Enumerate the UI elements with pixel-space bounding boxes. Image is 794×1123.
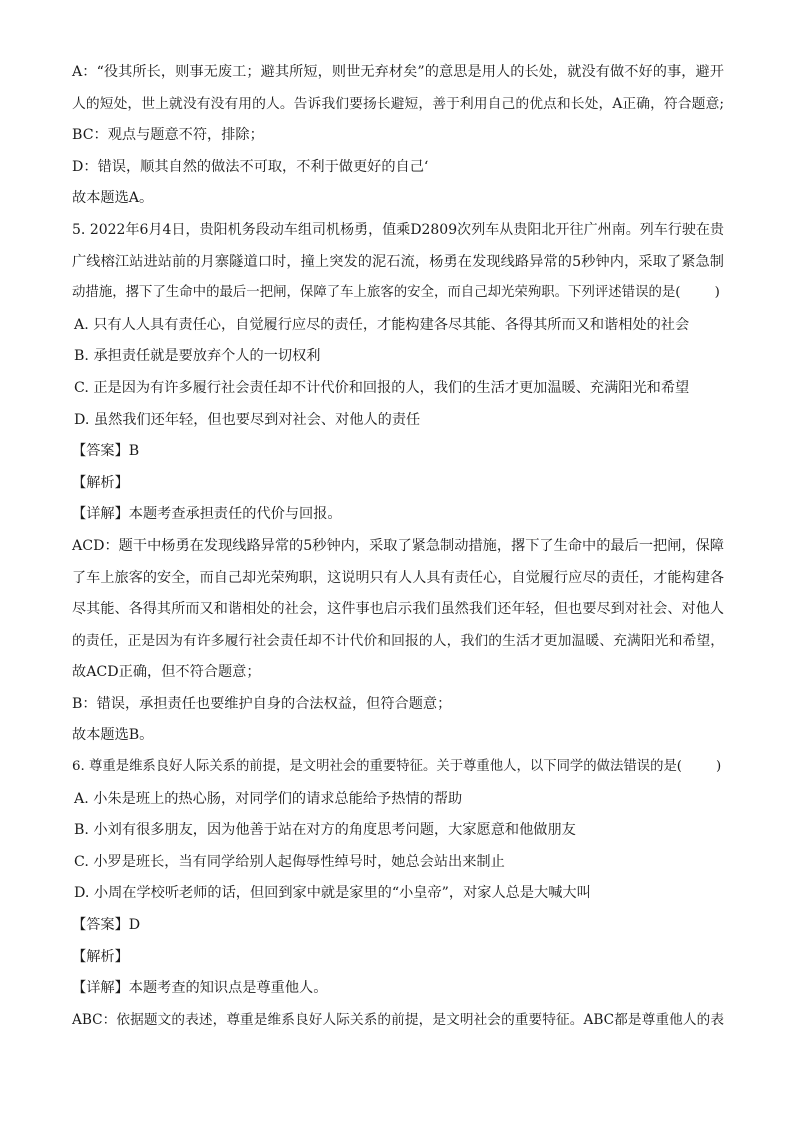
- q6-option-d: D. 小周在学校听老师的话，但回到家中就是家里的“小皇帝”，对家人总是大喊大叫: [74, 885, 591, 902]
- document-page: [72, 62, 724, 1041]
- q4-option-a-explanation-line-2: 人的短处，世上就没有没有用的人。告诉我们要扬长避短，善于利用自己的优点和长处，A正确，符合题意;: [72, 95, 724, 112]
- q5-option-b: B. 承担责任就是要放弃个人的一切权利: [74, 348, 321, 365]
- q5-acd-explanation-line-4: 的责任，正是因为有许多履行社会责任却不计代价和回报的人，我们的生活才更加温暖、充满阳光和希望，: [72, 632, 724, 649]
- q5-conclusion: 故本题选B。: [72, 727, 154, 744]
- q5-stem-line-3: 动措施，撂下了生命中的最后一把闸，保障了车上旅客的安全，而自己却光荣殉职。下列评述错误的是( ): [72, 285, 720, 301]
- q5-stem-line-1: 5. 2022年6月4日，贵阳机务段动车组司机杨勇，值乘D2809次列车从贵阳北开往广州南。列车行驶在贵: [72, 221, 724, 238]
- q5-stem-line-2: 广线榕江站进站前的月寨隧道口时，撞上突发的泥石流，杨勇在发现线路异常的5秒钟内，采取了紧急制: [72, 253, 724, 270]
- q4-conclusion: 故本题选A。: [72, 190, 154, 207]
- q4-option-bc-explanation: BC：观点与题意不符，排除；: [72, 127, 264, 144]
- q5-acd-explanation-line-3: 尽其能、各得其所而又和谐相处的社会，这件事也启示我们虽然我们还年轻，但也要尽到对社会、对他人: [72, 601, 724, 618]
- q5-answer: 【答案】B: [72, 443, 140, 460]
- q5-acd-explanation-line-5: 故ACD正确，但不符合题意；: [72, 664, 261, 681]
- q5-detail: 【详解】本题考查承担责任的代价与回报。: [72, 506, 342, 523]
- q6-abc-explanation-line-1: ABC：依据题文的表述，尊重是维系良好人际关系的前提，是文明社会的重要特征。ABC都是尊重他人的表: [72, 1011, 724, 1028]
- q5-acd-explanation-line-2: 了车上旅客的安全，而自己却光荣殉职，这说明只有人人具有责任心，自觉履行应尽的责任，才能构建各: [72, 569, 724, 586]
- q6-option-b: B. 小刘有很多朋友，因为他善于站在对方的角度思考问题，大家愿意和他做朋友: [74, 822, 576, 839]
- q4-option-d-explanation: D：错误，顺其自然的做法不可取，不利于做更好的自己‘: [72, 158, 429, 175]
- q6-detail: 【详解】本题考查的知识点是尊重他人。: [72, 980, 328, 997]
- q5-option-b-explanation: B：错误，承担责任也要维护自身的合法权益，但符合题意；: [72, 695, 452, 712]
- q6-stem: 6. 尊重是维系良好人际关系的前提，是文明社会的重要特征。关于尊重他人，以下同学的做法错误的是( ): [72, 759, 722, 775]
- q6-analysis-label: 【解析】: [72, 948, 129, 965]
- q6-option-c: C. 小罗是班长，当有同学给别人起侮辱性绰号时，她总会站出来制止: [74, 853, 505, 870]
- q5-acd-explanation-line-1: ACD：题干中杨勇在发现线路异常的5秒钟内，采取了紧急制动措施，撂下了生命中的最后一把闸，保障: [72, 537, 724, 554]
- q5-option-c: C. 正是因为有许多履行社会责任却不计代价和回报的人，我们的生活才更加温暖、充满阳光和希望: [74, 379, 690, 396]
- q5-analysis-label: 【解析】: [72, 474, 129, 491]
- q6-answer: 【答案】D: [72, 917, 141, 934]
- q5-option-d: D. 虽然我们还年轻，但也要尽到对社会、对他人的责任: [74, 411, 421, 428]
- q4-option-a-explanation-line-1: A：“役其所长，则事无废工；避其所短，则世无弃材矣”的意思是用人的长处，就没有做不好的事，避开: [72, 64, 724, 80]
- q5-option-a: A. 只有人人具有责任心，自觉履行应尽的责任，才能构建各尽其能、各得其所而又和谐相处的社会: [74, 316, 690, 333]
- q6-option-a: A. 小朱是班上的热心肠，对同学们的请求总能给予热情的帮助: [74, 790, 463, 807]
